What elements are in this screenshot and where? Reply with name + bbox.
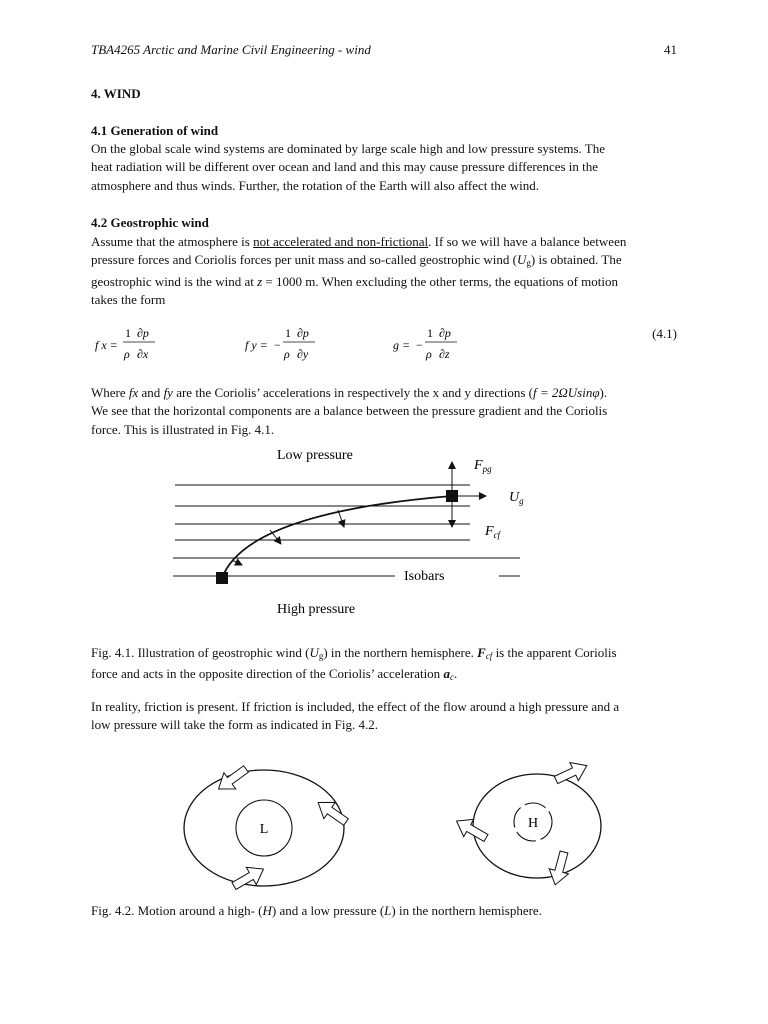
eq-den: ∂z [439,347,450,361]
flow-arrow [546,849,574,887]
paragraph-coriolis [91,384,691,439]
var-f-sub: cf [485,651,493,661]
subsection-title-4-2: 4.2 Geostrophic wind [91,215,209,230]
end-point-marker [446,490,458,502]
underlined-text: not accelerated and non-frictional [253,234,429,249]
eq-lhs: f y = [245,338,268,352]
wind-trajectory [222,496,452,578]
start-point-marker [216,572,228,584]
figure-4-2 [0,750,768,900]
formula-f: f = 2ΩUsinφ [532,385,600,400]
label-l: L [259,822,269,837]
label-h: H [527,816,539,831]
equation-fx [95,326,155,361]
label-low-pressure: Low pressure [277,448,353,463]
page-number: 41 [664,42,677,57]
isobar-lines [173,485,520,576]
flow-arrow [452,812,491,846]
text-line: On the global scale wind systems are dominated by large scale high and low pressure systems. The [91,141,605,156]
label-fpg: $F_{pg}$ [474,458,492,474]
text-fragment: and [138,385,164,400]
page-header [91,42,677,58]
coriolis-arrow [232,560,242,565]
eq-minus: − [416,338,423,352]
eq-one: 1 [427,326,433,340]
text-fragment: ) and a low pressure ( [271,903,385,918]
var-fx: fx [128,385,139,400]
paragraph-geostrophic [91,233,691,310]
text-line: low pressure will take the form as indicated in Fig. 4.2. [91,717,379,733]
flow-arrow [552,757,591,789]
low-pressure-system [184,761,352,895]
figure-4-1 [0,440,768,620]
subsection-title-4-1: 4.1 Generation of wind [91,123,219,138]
text-fragment: . If so we will have a balance between [428,234,627,249]
text-fragment: ). [599,385,608,400]
var-u: U [517,252,527,268]
text-fragment: is the apparent Coriolis [492,645,617,660]
eq-rho: ρ [426,347,432,361]
var-u-sub: g [318,651,324,661]
text-fragment: ) in the northern hemisphere. [323,645,478,660]
caption-fig-4-2 [91,902,691,920]
text-fragment: geostrophic wind is the wind at [91,273,258,289]
eq-one: 1 [125,326,131,340]
caption-fig-4-1 [91,644,691,687]
text-line: atmosphere and thus winds. Further, the rotation of the Earth will also affect the wind. [91,177,539,193]
var-a-sub: c [449,672,454,683]
var-l: L [384,903,392,918]
paragraph-friction [91,698,691,735]
high-pressure-system [452,757,601,888]
eq-den: ∂y [297,347,309,361]
text-fragment: ) is obtained. The [530,252,622,268]
eq-rho: ρ [284,347,290,361]
equation-g [393,326,457,361]
eq-den: ∂x [137,347,149,361]
eq-rho: ρ [124,347,130,361]
equation-fy [245,326,315,361]
text-line: takes the form [91,292,166,308]
text-fragment: . [453,666,458,682]
flow-arrow [213,761,252,797]
text-line: force. This is illustrated in Fig. 4.1. [91,421,275,437]
label-fcf: $F_{cf}$ [485,524,501,540]
var-z: z [257,273,263,289]
label-ug: $U_g$ [509,490,524,506]
label-isobars: Isobars [404,569,445,584]
var-u-sub: g [526,258,531,269]
eq-one: 1 [285,326,291,340]
equations-4-1 [85,322,545,368]
coriolis-arrows [232,510,344,565]
var-a: a [443,666,450,682]
eq-lhs: f x = [95,338,118,352]
label-high-pressure: High pressure [277,602,356,617]
text-fragment: Fig. 4.2. Motion around a high- ( [91,903,263,918]
text-fragment: Fig. 4.1. Illustration of geostrophic wind ( [91,645,310,660]
text-line: heat radiation will be different over ocean and land and this may cause pressure differences in the [91,159,599,175]
text-fragment: Assume that the atmosphere is [91,234,254,249]
eq-minus: − [274,338,281,352]
text-fragment: are the Coriolis’ accelerations in respectively the x and y directions ( [172,385,533,400]
eq-dp: ∂p [137,326,149,340]
var-fy: fy [163,385,173,400]
text-fragment: ) in the northern hemisphere. [391,903,542,918]
running-title: TBA4265 Arctic and Marine Civil Engineering - wind [91,42,371,57]
flow-arrow [312,794,351,830]
text-line: We see that the horizontal components are a balance between the pressure gradient and the Coriolis [91,403,608,419]
eq-dp: ∂p [297,326,309,340]
var-f: F [477,645,486,660]
section-title: 4. WIND [91,86,141,101]
var-h: H [262,903,272,918]
text-fragment: force and acts in the opposite direction of the Coriolis’ acceleration [91,666,444,682]
text-fragment: Where [91,385,129,400]
text-fragment: pressure forces and Coriolis forces per unit mass and so-called geostrophic wind ( [91,252,517,268]
paragraph-generation [91,140,691,195]
equation-number: (4.1) [652,326,677,341]
text-line: In reality, friction is present. If friction is included, the effect of the flow around a high pressure and a [91,699,620,714]
eq-lhs: g = [393,338,411,352]
eq-dp: ∂p [439,326,451,340]
flow-arrow [229,860,268,894]
text-fragment: = 1000 m. When excluding the other terms, the equations of motion [262,273,619,289]
var-u: U [309,645,319,660]
